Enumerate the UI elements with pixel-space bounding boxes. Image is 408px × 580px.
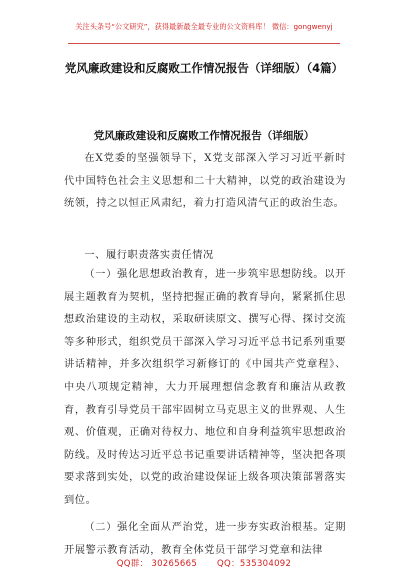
section-title: 党风廉政建设和反腐败工作情况报告（详细版）	[93, 130, 315, 142]
intro-paragraph	[64, 148, 346, 216]
paragraph-1-text: （一）强化思想政治教育，进一步筑牢思想防线。以开展主题教育为契机，坚持把握正确的教育导向，紧紧抓住思想政治建设的主动权，采取研读原文、撰写心得、探讨交流等多种形式，组织党员干部深入学习习近平总书记系列重要讲话精神，并多次组织学习新修订的《中国共产党章程》、中央八项规定精神，大力开展理想信念教育和廉洁从政教育，教育引导党员干部牢固树立马克思主义的世界观、人生观、价值观，正确对待权力、地位和自身利益筑牢思想政治防线。及时传达习近平总书记重要讲话精神等，坚决把各项要求落到实处，以党的政治建设保证上级各项决策部署落实到位。	[64, 269, 346, 506]
footer-qq-number: QQ：535304092	[217, 559, 292, 569]
paragraph-2-text: （二）强化全面从严治党，进一步夯实政治根基。定期开展警示教育活动，教育全体党员干部学习党章和法律	[64, 522, 346, 556]
document-title: 党风廉政建设和反腐败工作情况报告（详细版）（4篇）	[64, 61, 344, 75]
paragraph-1	[64, 264, 346, 513]
footer-contact	[0, 557, 408, 569]
heading-1: 一、履行职责落实责任情况	[84, 250, 214, 261]
header-banner: 关注头条号“公文研究”，获得最新最全最专业的公文资料库！ 微信：gongwenyj	[75, 22, 333, 31]
footer-qq-group: QQ群： 30265665	[116, 559, 198, 569]
header-divider	[68, 43, 340, 44]
intro-text: 在X党委的坚强领导下，X党支部深入学习习近平新时代中国特色社会主义思想和二十大精神，以党的政治建设为统领，持之以恒正风肃纪，着力打造风清气正的政治生态。	[64, 153, 346, 210]
paragraph-2	[64, 517, 346, 562]
